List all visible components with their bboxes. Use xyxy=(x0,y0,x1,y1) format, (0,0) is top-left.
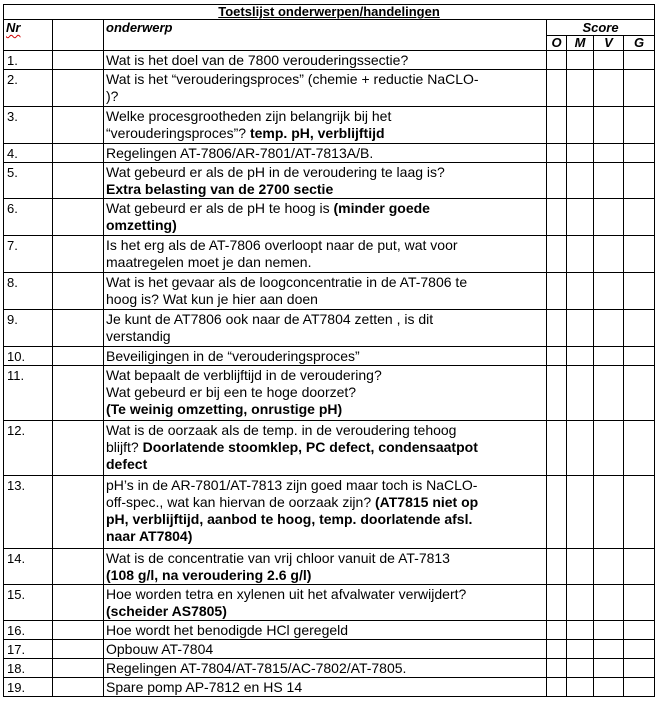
row-question xyxy=(104,347,547,366)
row-number: 9. xyxy=(4,310,53,347)
question-line: Wat is het “verouderingsproces” (chemie + reductie NaCLO- xyxy=(106,71,479,87)
score-col-o: O xyxy=(547,36,567,51)
score-cell-m[interactable] xyxy=(567,236,594,273)
question-line: blijft? Doorlatende stoomklep, PC defect, condensaatpot xyxy=(106,439,478,455)
table-row xyxy=(4,163,655,199)
table-row xyxy=(4,144,655,163)
question-line: omzetting) xyxy=(106,217,177,233)
score-cell-m[interactable] xyxy=(567,585,594,621)
table-row xyxy=(4,421,655,476)
checklist-table xyxy=(3,4,655,697)
row-question xyxy=(104,144,547,163)
table-title: Toetslijst onderwerpen/handelingen xyxy=(4,5,655,20)
score-cell-g[interactable] xyxy=(624,621,655,640)
score-cell-g[interactable] xyxy=(624,144,655,163)
table-row xyxy=(4,621,655,640)
row-number: 19. xyxy=(4,678,53,697)
score-cell-m[interactable] xyxy=(567,107,594,144)
table-row xyxy=(4,366,655,421)
question-line: Opbouw AT-7804 xyxy=(106,641,214,657)
score-cell-o[interactable] xyxy=(547,585,567,621)
row-question xyxy=(104,163,547,199)
table-row xyxy=(4,347,655,366)
question-line: Hoe wordt het benodigde HCl geregeld xyxy=(106,622,349,638)
question-line: Regelingen AT-7804/AT-7815/AC-7802/AT-7805. xyxy=(106,660,407,676)
score-col-v: V xyxy=(594,36,624,51)
score-cell-o[interactable] xyxy=(547,549,567,585)
score-cell-v[interactable] xyxy=(594,585,624,621)
table-row xyxy=(4,51,655,70)
score-cell-v[interactable] xyxy=(594,144,624,163)
score-cell-g[interactable] xyxy=(624,585,655,621)
score-cell-v[interactable] xyxy=(594,678,624,697)
row-number: 6. xyxy=(4,199,53,236)
row-blank-cell xyxy=(53,621,104,640)
row-number: 18. xyxy=(4,659,53,678)
row-number: 16. xyxy=(4,621,53,640)
score-cell-m[interactable] xyxy=(567,199,594,236)
score-cell-o[interactable] xyxy=(547,659,567,678)
table-row xyxy=(4,549,655,585)
score-cell-m[interactable] xyxy=(567,347,594,366)
row-number: 8. xyxy=(4,273,53,310)
table-row xyxy=(4,659,655,678)
row-question xyxy=(104,621,547,640)
row-blank-cell xyxy=(53,236,104,273)
question-line: Extra belasting van de 2700 sectie xyxy=(106,181,334,197)
row-blank-cell xyxy=(53,107,104,144)
score-cell-o[interactable] xyxy=(547,273,567,310)
score-cell-o[interactable] xyxy=(547,310,567,347)
score-cell-o[interactable] xyxy=(547,678,567,697)
score-cell-o[interactable] xyxy=(547,621,567,640)
score-cell-m[interactable] xyxy=(567,70,594,107)
score-cell-o[interactable] xyxy=(547,640,567,659)
table-row xyxy=(4,70,655,107)
header-nr-label: Nr xyxy=(6,20,21,35)
row-blank-cell xyxy=(53,199,104,236)
row-number: 1. xyxy=(4,51,53,70)
table-row xyxy=(4,107,655,144)
question-line: Wat gebeurd er als de pH te hoog is (minder goede xyxy=(106,200,430,216)
score-cell-o[interactable] xyxy=(547,366,567,421)
question-line: Hoe worden tetra en xylenen uit het afvalwater verwijdert? xyxy=(106,586,467,602)
table-row xyxy=(4,236,655,273)
table-row xyxy=(4,640,655,659)
score-cell-v[interactable] xyxy=(594,549,624,585)
row-number: 10. xyxy=(4,347,53,366)
row-number: 11. xyxy=(4,366,53,421)
score-cell-m[interactable] xyxy=(567,163,594,199)
row-number: 15. xyxy=(4,585,53,621)
score-cell-m[interactable] xyxy=(567,621,594,640)
question-line: hoog is? Wat kun je hier aan doen xyxy=(106,291,318,307)
score-cell-g[interactable] xyxy=(624,70,655,107)
score-cell-m[interactable] xyxy=(567,640,594,659)
score-cell-g[interactable] xyxy=(624,51,655,70)
row-blank-cell xyxy=(53,51,104,70)
question-line: off-spec., wat kan hiervan de oorzaak zijn? (AT7815 niet op xyxy=(106,494,479,510)
row-question xyxy=(104,199,547,236)
score-cell-g[interactable] xyxy=(624,236,655,273)
score-cell-v[interactable] xyxy=(594,163,624,199)
row-blank-cell xyxy=(53,678,104,697)
row-question xyxy=(104,659,547,678)
header-score: Score xyxy=(547,20,655,36)
row-number: 4. xyxy=(4,144,53,163)
row-number: 2. xyxy=(4,70,53,107)
header-blank-cell xyxy=(53,20,104,51)
score-cell-m[interactable] xyxy=(567,51,594,70)
score-cell-m[interactable] xyxy=(567,549,594,585)
question-line: (Te weinig omzetting, onrustige pH) xyxy=(106,401,343,417)
question-line: Regelingen AT-7806/AR-7801/AT-7813A/B. xyxy=(106,145,374,161)
question-line: maatregelen moet je dan nemen. xyxy=(106,254,312,270)
score-cell-g[interactable] xyxy=(624,199,655,236)
score-cell-g[interactable] xyxy=(624,366,655,421)
row-question xyxy=(104,585,547,621)
table-row xyxy=(4,678,655,697)
row-blank-cell xyxy=(53,421,104,476)
question-line: )? xyxy=(106,88,119,104)
score-cell-v[interactable] xyxy=(594,236,624,273)
score-cell-g[interactable] xyxy=(624,678,655,697)
row-number: 17. xyxy=(4,640,53,659)
question-line: Wat gebeurd er bij een te hoge doorzet? xyxy=(106,384,357,400)
score-cell-m[interactable] xyxy=(567,310,594,347)
score-cell-o[interactable] xyxy=(547,199,567,236)
question-line: (108 g/l, na veroudering 2.6 g/l) xyxy=(106,567,312,583)
question-line: Is het erg als de AT-7806 overloopt naar de put, wat voor xyxy=(106,237,458,253)
row-question xyxy=(104,421,547,476)
score-cell-o[interactable] xyxy=(547,70,567,107)
score-cell-g[interactable] xyxy=(624,549,655,585)
score-cell-o[interactable] xyxy=(547,421,567,476)
score-cell-g[interactable] xyxy=(624,476,655,549)
table-row xyxy=(4,476,655,549)
score-cell-g[interactable] xyxy=(624,107,655,144)
score-cell-v[interactable] xyxy=(594,199,624,236)
row-question xyxy=(104,107,547,144)
header-nr xyxy=(4,20,53,51)
question-line: (scheider AS7805) xyxy=(106,603,227,619)
row-blank-cell xyxy=(53,273,104,310)
score-cell-v[interactable] xyxy=(594,659,624,678)
row-question xyxy=(104,70,547,107)
score-cell-o[interactable] xyxy=(547,51,567,70)
question-line: Wat is het doel van de 7800 verouderingssectie? xyxy=(106,52,409,68)
score-cell-g[interactable] xyxy=(624,421,655,476)
score-cell-v[interactable] xyxy=(594,51,624,70)
score-cell-v[interactable] xyxy=(594,310,624,347)
row-blank-cell xyxy=(53,144,104,163)
score-cell-m[interactable] xyxy=(567,678,594,697)
row-blank-cell xyxy=(53,163,104,199)
score-cell-v[interactable] xyxy=(594,640,624,659)
row-question xyxy=(104,678,547,697)
row-number: 7. xyxy=(4,236,53,273)
score-cell-o[interactable] xyxy=(547,347,567,366)
score-cell-v[interactable] xyxy=(594,347,624,366)
row-number: 5. xyxy=(4,163,53,199)
score-cell-g[interactable] xyxy=(624,163,655,199)
row-number: 14. xyxy=(4,549,53,585)
score-cell-m[interactable] xyxy=(567,366,594,421)
row-blank-cell xyxy=(53,476,104,549)
row-blank-cell xyxy=(53,659,104,678)
row-question xyxy=(104,640,547,659)
row-question xyxy=(104,273,547,310)
score-cell-m[interactable] xyxy=(567,144,594,163)
question-line: Spare pomp AP-7812 en HS 14 xyxy=(106,679,303,695)
score-cell-m[interactable] xyxy=(567,273,594,310)
score-cell-v[interactable] xyxy=(594,70,624,107)
row-blank-cell xyxy=(53,585,104,621)
score-cell-g[interactable] xyxy=(624,273,655,310)
score-cell-v[interactable] xyxy=(594,273,624,310)
score-cell-m[interactable] xyxy=(567,421,594,476)
question-line: Wat gebeurd er als de pH in de veroudering te laag is? xyxy=(106,164,445,180)
score-cell-m[interactable] xyxy=(567,476,594,549)
row-number: 12. xyxy=(4,421,53,476)
score-cell-o[interactable] xyxy=(547,476,567,549)
score-cell-o[interactable] xyxy=(547,236,567,273)
question-line: “verouderingsproces”? temp. pH, verblijftijd xyxy=(106,125,385,141)
score-cell-o[interactable] xyxy=(547,163,567,199)
row-question xyxy=(104,51,547,70)
row-blank-cell xyxy=(53,347,104,366)
question-line: Wat is het gevaar als de loogconcentratie in de AT-7806 te xyxy=(106,274,468,290)
header-onderwerp: onderwerp xyxy=(104,20,547,51)
score-col-m: M xyxy=(567,36,594,51)
row-blank-cell xyxy=(53,549,104,585)
score-cell-v[interactable] xyxy=(594,421,624,476)
score-cell-v[interactable] xyxy=(594,476,624,549)
question-line: pH, verblijftijd, aanbod te hoog, temp. doorlatende afsl. xyxy=(106,511,473,527)
score-cell-g[interactable] xyxy=(624,310,655,347)
score-cell-v[interactable] xyxy=(594,621,624,640)
row-blank-cell xyxy=(53,366,104,421)
score-cell-g[interactable] xyxy=(624,347,655,366)
score-cell-o[interactable] xyxy=(547,144,567,163)
table-row xyxy=(4,585,655,621)
question-line: Wat is de concentratie van vrij chloor vanuit de AT-7813 xyxy=(106,550,450,566)
score-cell-v[interactable] xyxy=(594,366,624,421)
score-col-g: G xyxy=(624,36,655,51)
question-line: Wat is de oorzaak als de temp. in de veroudering tehoog xyxy=(106,422,457,438)
score-cell-o[interactable] xyxy=(547,107,567,144)
table-row xyxy=(4,199,655,236)
question-line: defect xyxy=(106,456,148,472)
table-row xyxy=(4,273,655,310)
row-blank-cell xyxy=(53,640,104,659)
question-line: Welke procesgrootheden zijn belangrijk bij het xyxy=(106,108,392,124)
row-question xyxy=(104,476,547,549)
row-question xyxy=(104,549,547,585)
score-cell-m[interactable] xyxy=(567,659,594,678)
score-cell-g[interactable] xyxy=(624,659,655,678)
question-line: verstandig xyxy=(106,328,171,344)
score-cell-g[interactable] xyxy=(624,640,655,659)
question-line: Beveiligingen in de “verouderingsproces” xyxy=(106,348,360,364)
row-question xyxy=(104,310,547,347)
question-line: naar AT7804) xyxy=(106,528,193,544)
row-number: 13. xyxy=(4,476,53,549)
row-question xyxy=(104,366,547,421)
question-line: pH’s in de AR-7801/AT-7813 zijn goed maar toch is NaCLO- xyxy=(106,477,478,493)
table-row xyxy=(4,310,655,347)
row-question xyxy=(104,236,547,273)
score-cell-v[interactable] xyxy=(594,107,624,144)
question-line: Je kunt de AT7806 ook naar de AT7804 zetten , is dit xyxy=(106,311,434,327)
row-number: 3. xyxy=(4,107,53,144)
question-line: Wat bepaalt de verblijftijd in de veroudering? xyxy=(106,367,382,383)
row-blank-cell xyxy=(53,70,104,107)
row-blank-cell xyxy=(53,310,104,347)
